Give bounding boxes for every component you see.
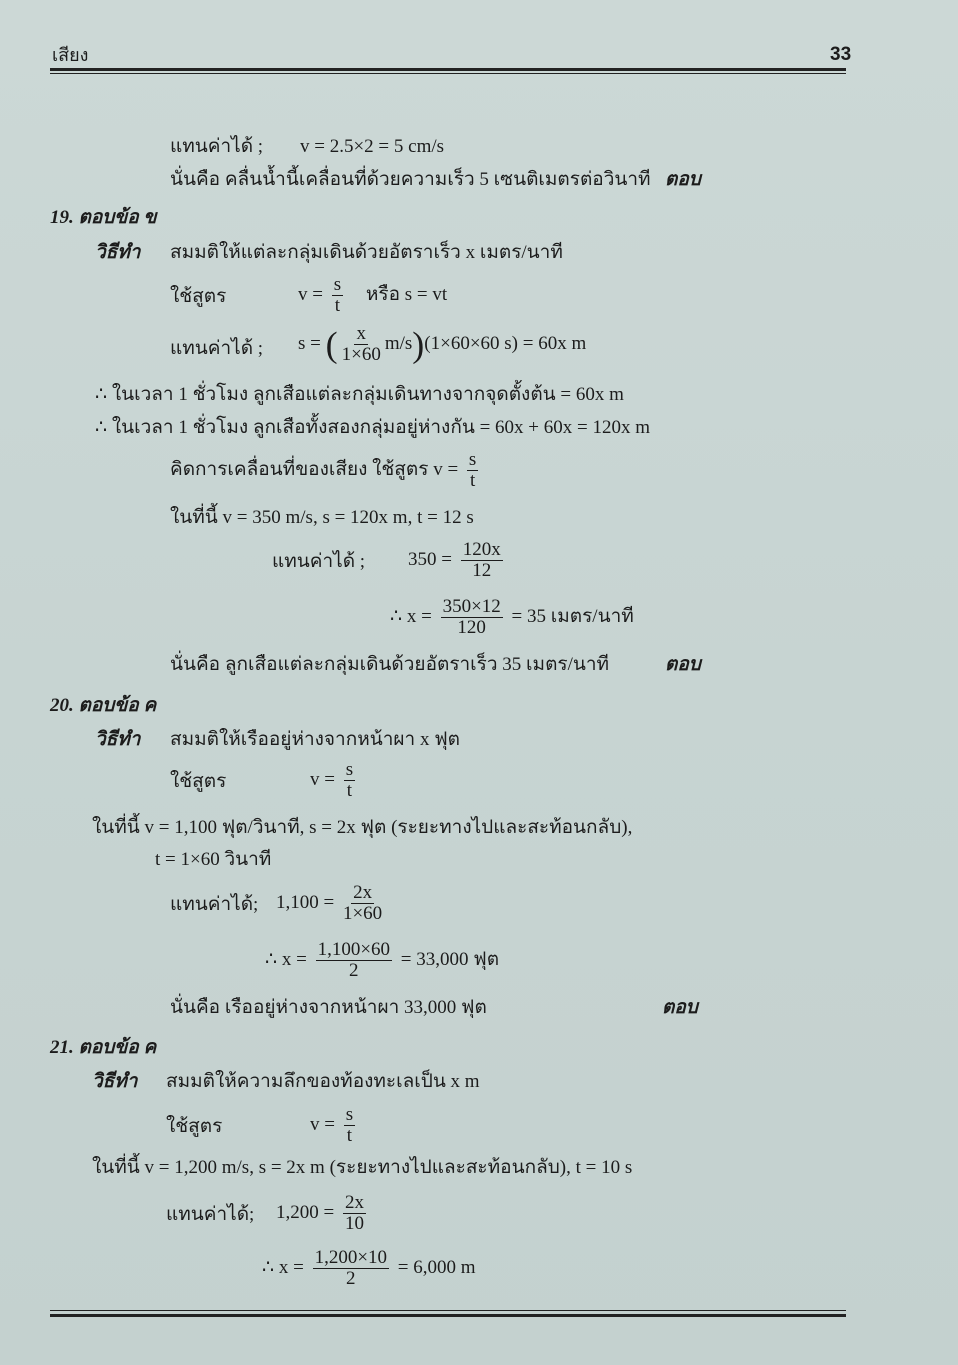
denominator: 12 <box>472 560 492 581</box>
sound-text: คิดการเคลื่อนที่ของเสียง ใช้สูตร v = <box>170 458 459 480</box>
q20-formula-label: ใช้สูตร <box>170 771 227 792</box>
q21-formula-label: ใช้สูตร <box>166 1116 223 1137</box>
denominator: 120 <box>457 617 486 638</box>
q21-given: ในที่นี้ v = 1,200 m/s, s = 2x m (ระยะทางไปและสะท้อนกลับ), t = 10 s <box>92 1157 633 1178</box>
page-number: 33 <box>830 44 852 65</box>
numerator: s <box>345 759 354 780</box>
q21-method: สมมติให้ความลึกของท้องทะเลเป็น x m <box>166 1071 480 1092</box>
q20-method: สมมติให้เรืออยู่ห่างจากหน้าผา x ฟุต <box>170 729 460 750</box>
numerator: 2x <box>344 1192 364 1213</box>
q21-method-label: วิธีทำ <box>92 1071 138 1092</box>
fraction <box>342 324 381 365</box>
v-eq: v = <box>310 1113 335 1135</box>
fraction <box>316 940 392 981</box>
fraction <box>441 597 503 638</box>
fraction <box>344 1105 355 1146</box>
q20-sub-label: แทนค่าได้; <box>170 894 259 915</box>
numerator: 350×12 <box>442 596 501 617</box>
q18-sub-eq: v = 2.5×2 = 5 cm/s <box>300 136 445 157</box>
rhs: = 35 เมตร/นาที <box>511 605 634 627</box>
footer-rule-thin <box>50 1310 846 1311</box>
q19-title: 19. ตอบข้อ ข <box>50 207 157 228</box>
q19-answer: ตอบ <box>665 654 701 675</box>
fraction <box>343 883 382 924</box>
header-rule <box>50 68 846 71</box>
q18-conclusion: นั่นคือ คลื่นน้ำนี้เคลื่อนที่ด้วยความเร็ว 5 เซนติเมตรต่อวินาที <box>170 169 651 190</box>
chapter-title: เสียง <box>52 45 89 65</box>
q21-x-eq <box>262 1248 476 1289</box>
q20-given-2: t = 1×60 วินาที <box>155 849 272 870</box>
denominator: t <box>334 295 341 316</box>
numerator: 1,200×10 <box>314 1247 388 1268</box>
numerator: s <box>345 1104 354 1125</box>
denominator: 2 <box>349 960 359 981</box>
fraction <box>332 275 343 316</box>
rest: (1×60×60 s) = 60x m <box>424 332 587 354</box>
lhs: 1,100 = <box>276 891 335 913</box>
q19-method: สมมติให้แต่ละกลุ่มเดินด้วยอัตราเร็ว x เมตร/นาที <box>170 242 563 263</box>
q19-therefore-2: ∴ ในเวลา 1 ชั่วโมง ลูกเสือทั้งสองกลุ่มอยู่ห่างกัน = 60x + 60x = 120x m <box>95 417 650 438</box>
q19-sub-label: แทนค่าได้ ; <box>170 338 264 359</box>
numerator: s <box>468 449 477 470</box>
q18-answer: ตอบ <box>665 169 701 190</box>
q21-title: 21. ตอบข้อ ค <box>50 1037 157 1058</box>
q20-answer: ตอบ <box>662 997 698 1018</box>
numerator: 120x <box>462 539 501 560</box>
fraction <box>343 1193 366 1234</box>
fraction <box>313 1248 389 1289</box>
q18-sub-label: แทนค่าได้ ; <box>170 136 264 157</box>
denominator: 10 <box>344 1213 364 1234</box>
denominator: t <box>346 780 353 801</box>
q19-sound <box>170 450 482 491</box>
rhs: = 6,000 m <box>397 1256 476 1278</box>
q19-sub2-label: แทนค่าได้ ; <box>272 551 366 572</box>
q19-conclusion: นั่นคือ ลูกเสือแต่ละกลุ่มเดินด้วยอัตราเร็ว 35 เมตร/นาที <box>170 654 610 675</box>
q19-formula <box>298 275 447 316</box>
s-eq: s = <box>298 332 321 354</box>
lhs: ∴ x = <box>262 1256 304 1278</box>
q19-formula-label: ใช้สูตร <box>170 286 227 307</box>
denominator: t <box>346 1125 353 1146</box>
paren: ) <box>412 324 425 365</box>
numerator: x <box>356 323 366 344</box>
paren: ( <box>325 324 338 365</box>
fraction <box>344 760 355 801</box>
numerator: 1,100×60 <box>317 939 391 960</box>
denominator: t <box>469 470 476 491</box>
q19-method-label: วิธีทำ <box>95 242 141 263</box>
q20-formula <box>310 760 359 801</box>
q20-sub-eq <box>276 883 386 924</box>
q20-method-label: วิธีทำ <box>95 729 141 750</box>
q20-title: 20. ตอบข้อ ค <box>50 695 157 716</box>
q20-given: ในที่นี้ v = 1,100 ฟุต/วินาที, s = 2x ฟุต (ระยะทางไปและสะท้อนกลับ), <box>92 817 633 838</box>
denominator: 1×60 <box>342 903 383 924</box>
lhs: 350 = <box>408 548 452 570</box>
denominator: 1×60 <box>341 344 381 365</box>
q19-sub-eq <box>298 324 586 365</box>
q19-therefore-1: ∴ ในเวลา 1 ชั่วโมง ลูกเสือแต่ละกลุ่มเดินทางจากจุดตั้งต้น = 60x m <box>95 384 624 405</box>
unit: m/s <box>384 332 413 354</box>
lhs: 1,200 = <box>276 1201 335 1223</box>
fraction <box>461 540 503 581</box>
header-rule-thin <box>50 73 846 74</box>
q21-sub-label: แทนค่าได้; <box>166 1204 255 1225</box>
or-formula: หรือ s = vt <box>365 283 448 305</box>
q21-sub-eq <box>276 1193 370 1234</box>
lhs: ∴ x = <box>390 605 432 627</box>
rhs: = 33,000 ฟุต <box>400 948 500 970</box>
q20-x-eq <box>265 940 499 981</box>
q19-x-eq <box>390 597 634 638</box>
denominator: 2 <box>346 1268 356 1289</box>
q19-given: ในที่นี้ v = 350 m/s, s = 120x m, t = 12 s <box>170 507 474 528</box>
q21-formula <box>310 1105 359 1146</box>
q20-conclusion: นั่นคือ เรืออยู่ห่างจากหน้าผา 33,000 ฟุต <box>170 997 487 1018</box>
footer-rule <box>50 1314 846 1317</box>
v-eq: v = <box>310 768 335 790</box>
q19-sub2-eq <box>408 540 507 581</box>
fraction <box>467 450 478 491</box>
numerator: 2x <box>353 882 373 903</box>
v-eq: v = <box>298 283 323 305</box>
lhs: ∴ x = <box>265 948 307 970</box>
numerator: s <box>333 274 342 295</box>
